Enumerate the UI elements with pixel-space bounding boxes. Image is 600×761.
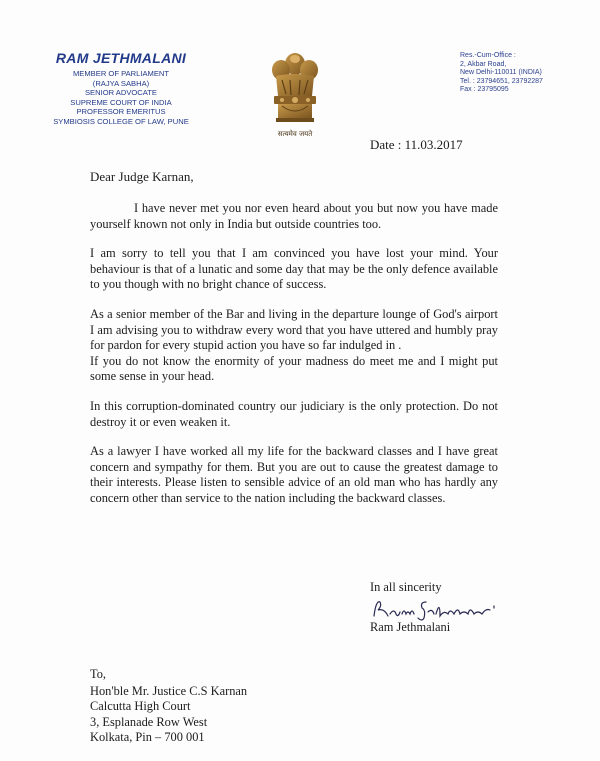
letter-date: Date : 11.03.2017 (370, 137, 463, 152)
address-line: Fax : 23795095 (460, 86, 509, 94)
salutation: Dear Judge Karnan, (90, 169, 194, 184)
paragraph: If you do not know the enormity of your madness do meet me and I might put some sense in your head. (90, 353, 498, 384)
sender-line: SUPREME COURT OF INDIA (70, 97, 172, 107)
lion-capital-icon (262, 50, 328, 130)
to-label: To, (90, 667, 106, 681)
sender-block (26, 50, 216, 127)
sender-line: (RAJYA SABHA) (92, 78, 150, 88)
paragraph: As a senior member of the Bar and living in the departure lounge of God's airport I am advising you to withdraw every word that you have uttered and humbly pray for pardon for every stupid action you have so far indulged in . (90, 306, 498, 353)
handwritten-signature (370, 596, 510, 622)
address-line: New Delhi-110011 (INDIA) (460, 69, 542, 77)
national-emblem-icon (262, 50, 328, 146)
paragraph: In this corruption-dominated country our judiciary is the only protection. Do not destroy it or even weaken it. (90, 398, 498, 429)
paragraph: I am sorry to tell you that I am convinced you have lost your mind. Your behaviour is that of a lunatic and some day that may be the only defence available to you though with no bright chance of success. (90, 246, 498, 292)
address-line: Tel. : 23794651, 23792287 (460, 77, 543, 85)
sender-line: SENIOR ADVOCATE (84, 88, 157, 98)
recipient-line: Kolkata, Pin – 700 001 (90, 730, 205, 745)
recipient-address (90, 667, 247, 746)
sender-line: MEMBER OF PARLIAMENT (72, 69, 170, 78)
sender-line: SYMBIOSIS COLLEGE OF LAW, PUNE (53, 116, 189, 126)
recipient-line: Hon'ble Mr. Justice C.S Karnan (90, 683, 248, 698)
address-line: Res.-Cum-Office : (460, 52, 516, 59)
office-address (460, 52, 580, 95)
signer-name: Ram Jethmalani (370, 620, 451, 634)
closing: In all sincerity (370, 580, 442, 594)
recipient-line: Calcutta High Court (90, 699, 191, 714)
sender-name: RAM JETHMALANI (55, 50, 187, 66)
paragraph: I have never met you nor even heard about you but now you have made yourself known not only in India but outside countries too. (90, 201, 498, 231)
letter-body (90, 201, 498, 521)
paragraph: As a lawyer I have worked all my life for the backward classes and I have great concern and sympathy for them. But you are out to cause the greatest damage to their interests. Please listen to sensible advice of an old man who has hardly any concern other than service to the nation including the backward classes. (90, 444, 498, 505)
emblem-motto: सत्यमेव जयते (277, 130, 313, 138)
sender-line: PROFESSOR EMERITUS (76, 107, 166, 117)
recipient-line: 3, Esplanade Row West (90, 714, 208, 729)
address-line: 2, Akbar Road, (460, 60, 507, 68)
